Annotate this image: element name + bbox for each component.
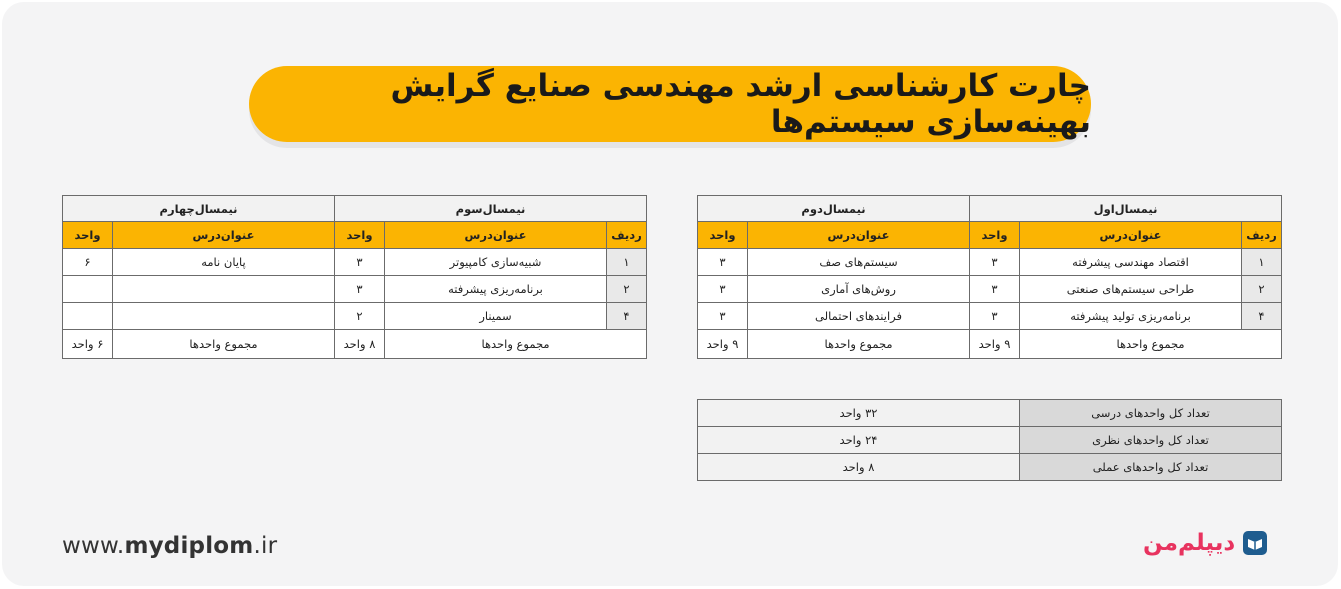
- book-icon: [1243, 531, 1267, 555]
- course-title: برنامه‌ریزی پیشرفته: [385, 276, 607, 303]
- totals-label: تعداد کل واحدهای نظری: [1020, 427, 1282, 454]
- header-course-title: عنوان‌درس: [113, 222, 335, 249]
- semester-3-4-table: [62, 195, 647, 359]
- title-banner: [249, 66, 1091, 142]
- totals-value: ۳۲ واحد: [698, 400, 1020, 427]
- url-domain: mydiplom: [124, 533, 254, 559]
- row-number: ۱: [1242, 249, 1282, 276]
- course-units: ۳: [970, 303, 1020, 330]
- table-row: [698, 249, 1282, 276]
- totals-label: تعداد کل واحدهای عملی: [1020, 454, 1282, 481]
- table-row: [63, 303, 647, 330]
- totals-label: تعداد کل واحدهای درسی: [1020, 400, 1282, 427]
- page-title: چارت کارشناسی ارشد مهندسی صنایع گرایش بهینه‌سازی سیستم‌ها: [390, 68, 1091, 140]
- sum-value: ۹ واحد: [698, 330, 748, 359]
- sum-row: [63, 330, 647, 359]
- row-number: ۴: [607, 303, 647, 330]
- header-course-title: عنوان‌درس: [748, 222, 970, 249]
- totals-value: ۲۴ واحد: [698, 427, 1020, 454]
- row-number: ۴: [1242, 303, 1282, 330]
- semester-1-title: نیمسال‌اول: [970, 196, 1282, 222]
- totals-value: ۸ واحد: [698, 454, 1020, 481]
- table-row: [63, 249, 647, 276]
- totals-table: [697, 399, 1282, 481]
- row-number: ۲: [607, 276, 647, 303]
- brand-logo: [1143, 530, 1267, 556]
- course-title: سمینار: [385, 303, 607, 330]
- course-units: ۲: [335, 303, 385, 330]
- course-title: سیستم‌های صف: [748, 249, 970, 276]
- course-units: [63, 303, 113, 330]
- course-units: ۳: [970, 276, 1020, 303]
- course-units: ۳: [698, 303, 748, 330]
- semester-2-title: نیمسال‌دوم: [698, 196, 970, 222]
- header-row-number: ردیف: [607, 222, 647, 249]
- header-units: واحد: [63, 222, 113, 249]
- course-units: ۳: [335, 276, 385, 303]
- sum-label: مجموع واحدها: [385, 330, 647, 359]
- course-title: روش‌های آماری: [748, 276, 970, 303]
- course-title: شبیه‌سازی کامپیوتر: [385, 249, 607, 276]
- header-units: واحد: [335, 222, 385, 249]
- course-units: ۳: [698, 249, 748, 276]
- table-row: [698, 276, 1282, 303]
- semester-4-title: نیمسال‌چهارم: [63, 196, 335, 222]
- header-units: واحد: [970, 222, 1020, 249]
- semester-1-2-table: [697, 195, 1282, 359]
- totals-row: [698, 454, 1282, 481]
- sum-value: ۹ واحد: [970, 330, 1020, 359]
- url-suffix: .ir: [253, 533, 278, 559]
- table-row: [698, 303, 1282, 330]
- course-title: فرایندهای احتمالی: [748, 303, 970, 330]
- course-units: ۳: [970, 249, 1020, 276]
- row-number: ۱: [607, 249, 647, 276]
- course-title: برنامه‌ریزی تولید پیشرفته: [1020, 303, 1242, 330]
- sum-label: مجموع واحدها: [1020, 330, 1282, 359]
- row-number: ۲: [1242, 276, 1282, 303]
- header-row-number: ردیف: [1242, 222, 1282, 249]
- course-units: [63, 276, 113, 303]
- header-course-title: عنوان‌درس: [1020, 222, 1242, 249]
- website-url[interactable]: [62, 533, 277, 559]
- table-row: [63, 276, 647, 303]
- logo-text: دیپلم‌من: [1143, 530, 1236, 556]
- sum-value: ۶ واحد: [63, 330, 113, 359]
- totals-row: [698, 427, 1282, 454]
- url-prefix: www.: [62, 533, 125, 559]
- sum-value: ۸ واحد: [335, 330, 385, 359]
- header-course-title: عنوان‌درس: [385, 222, 607, 249]
- course-title: [113, 276, 335, 303]
- course-title: طراحی سیستم‌های صنعتی: [1020, 276, 1242, 303]
- course-units: ۳: [698, 276, 748, 303]
- course-title: اقتصاد مهندسی پیشرفته: [1020, 249, 1242, 276]
- course-units: ۳: [335, 249, 385, 276]
- header-units: واحد: [698, 222, 748, 249]
- course-units: ۶: [63, 249, 113, 276]
- totals-row: [698, 400, 1282, 427]
- sum-label: مجموع واحدها: [113, 330, 335, 359]
- sum-row: [698, 330, 1282, 359]
- sum-label: مجموع واحدها: [748, 330, 970, 359]
- course-title: [113, 303, 335, 330]
- semester-3-title: نیمسال‌سوم: [335, 196, 647, 222]
- course-title: پایان نامه: [113, 249, 335, 276]
